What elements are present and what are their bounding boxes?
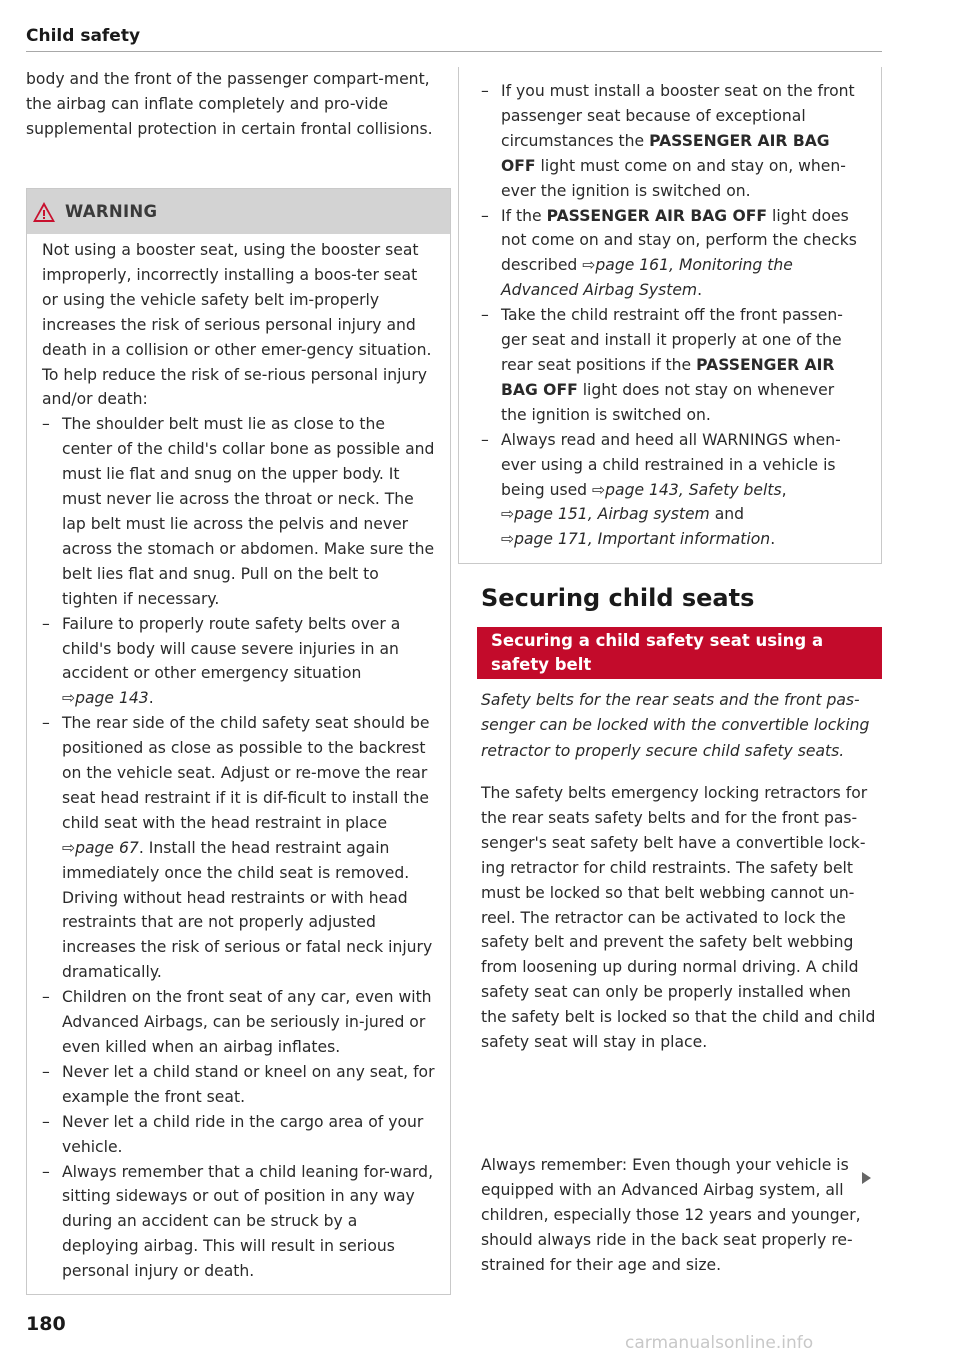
left-intro [26, 67, 454, 142]
intro-text: body and the front of the passenger compart-ment, the airbag can inflate completely and pro-vide supplemental protection in certain frontal collisions. [26, 70, 433, 138]
warning-list [42, 412, 437, 1284]
warning-item: – Always remember that a child leaning for-ward, sitting sideways or out of position in any way during an accident can be struck by a deploying airbag. This will result in serious personal injury or death. [42, 1162, 434, 1281]
warning-intro: Not using a booster seat, using the booster seat improperly, incorrectly installing a boos-ter seat or using the vehicle safety belt im-properly increases the risk of serious personal injury and death in a collision or other emer-gency situation. To help reduce the risk of se-rious personal injury and/or death: [42, 241, 432, 409]
warning-item: – The shoulder belt must lie as close to the center of the child's collar bone as possible and must lie flat and snug on the upper body. It must never lie across the throat or neck. The lap belt must lie across the pelvis and never across the stomach or abdomen. Make sure the belt lies flat and snug. Pull on the belt to tighten if necessary. [42, 415, 435, 608]
page-reference-link[interactable]: ⇨page 171, Important information [501, 530, 771, 549]
subsection-banner: Securing a child safety seat using a safety belt [477, 627, 882, 679]
page-number: 180 [26, 1313, 66, 1335]
warning-item: – If you must install a booster seat on the front passenger seat because of exceptional circumstances the PASSENGER AIR BAG OFF light must come on and stay on, when-ever the ignition is switched on. [481, 82, 855, 200]
section-header-title: Child safety [26, 26, 141, 46]
section-heading: Securing child seats [481, 584, 755, 612]
italic-intro: Safety belts for the rear seats and the front pas-senger can be locked with the convertible locking retractor to properly secure child safety seats. [481, 691, 870, 760]
indicator-label: PASSENGER AIR BAG OFF [546, 206, 768, 225]
indicator-label: PASSENGER AIR BAG OFF [501, 355, 835, 399]
paragraph-text: Always remember: Even though your vehicle is equipped with an Advanced Airbag system, all children, especially those 12 years and younger, should always ride in the back seat properly re-strained for their age and size. [481, 1156, 861, 1274]
page-reference-link[interactable]: ⇨page 67 [62, 838, 139, 857]
body-paragraph [481, 1153, 881, 1278]
watermark: carmanualsonline.info [625, 1333, 814, 1353]
warning-label: WARNING [65, 202, 158, 221]
warning-continued-list [459, 67, 881, 552]
warning-triangle-icon [32, 201, 56, 223]
warning-item: – Never let a child ride in the cargo area of your vehicle. [42, 1112, 424, 1156]
page-reference-link[interactable]: ⇨page 143 [62, 689, 149, 708]
continue-arrow-icon [862, 1172, 871, 1184]
indicator-label: PASSENGER AIR BAG OFF [501, 131, 830, 175]
paragraph-text: The safety belts emergency locking retractors for the rear seats safety belts and for the front pas-senger's seat safety belt have a convertible lock-ing retractor for child restraints. The safety belt must be locked so that belt webbing cannot un-reel. The retractor can be activated to lock the safety belt and prevent the safety belt webbing from loosening up during normal driving. A child safety seat can only be properly installed when the safety belt is locked so that the child and child safety seat will stay in place. [481, 784, 876, 1052]
warning-body [27, 234, 450, 1284]
warning-item: – Failure to properly route safety belts over a child's body will cause severe injuries in an accident or other emergency situation ⇨page 143. [42, 614, 401, 708]
header-rule [26, 51, 882, 52]
page-reference-link[interactable]: ⇨page 143, Safety belts [592, 480, 782, 499]
page-reference-link[interactable]: ⇨page 151, Airbag system [501, 505, 710, 524]
body-paragraph [481, 781, 881, 1055]
warning-continued-box [458, 67, 882, 564]
warning-item: – If the PASSENGER AIR BAG OFF light does not come on and stay on, perform the checks described ⇨page 161, Monitoring the Advanced Airbag System. [481, 206, 857, 300]
warning-item: – Always read and heed all WARNINGS when-ever using a child restrained in a vehicle is being used ⇨page 143, Safety belts, ⇨page 151, Airbag system and ⇨page 171, Important information. [481, 430, 841, 549]
page-reference-link[interactable]: ⇨page 161, Monitoring the Advanced Airbag System [501, 256, 793, 300]
warning-item: – Take the child restraint off the front passen-ger seat and install it properly at one of the rear seat positions if the PASSENGER AIR BAG OFF light does not stay on whenever the ignition is switched on. [481, 306, 843, 424]
warning-box [26, 188, 451, 1295]
warning-item: – The rear side of the child safety seat should be positioned as close as possible to the backrest on the vehicle seat. Adjust or re-move the rear seat head restraint if it is dif-ficult to install the child seat with the head restraint in place ⇨page 67. Install the head restraint again immediately once the child seat is removed. Driving without head restraints or with head restraints that are not properly adjusted increases the risk of serious or fatal neck injury dramatically. [42, 714, 433, 982]
warning-header [27, 189, 450, 234]
warning-item: – Children on the front seat of any car, even with Advanced Airbags, can be seriously in-jured or even killed when an airbag inflates. [42, 988, 432, 1056]
warning-item: – Never let a child stand or kneel on any seat, for example the front seat. [42, 1062, 435, 1106]
